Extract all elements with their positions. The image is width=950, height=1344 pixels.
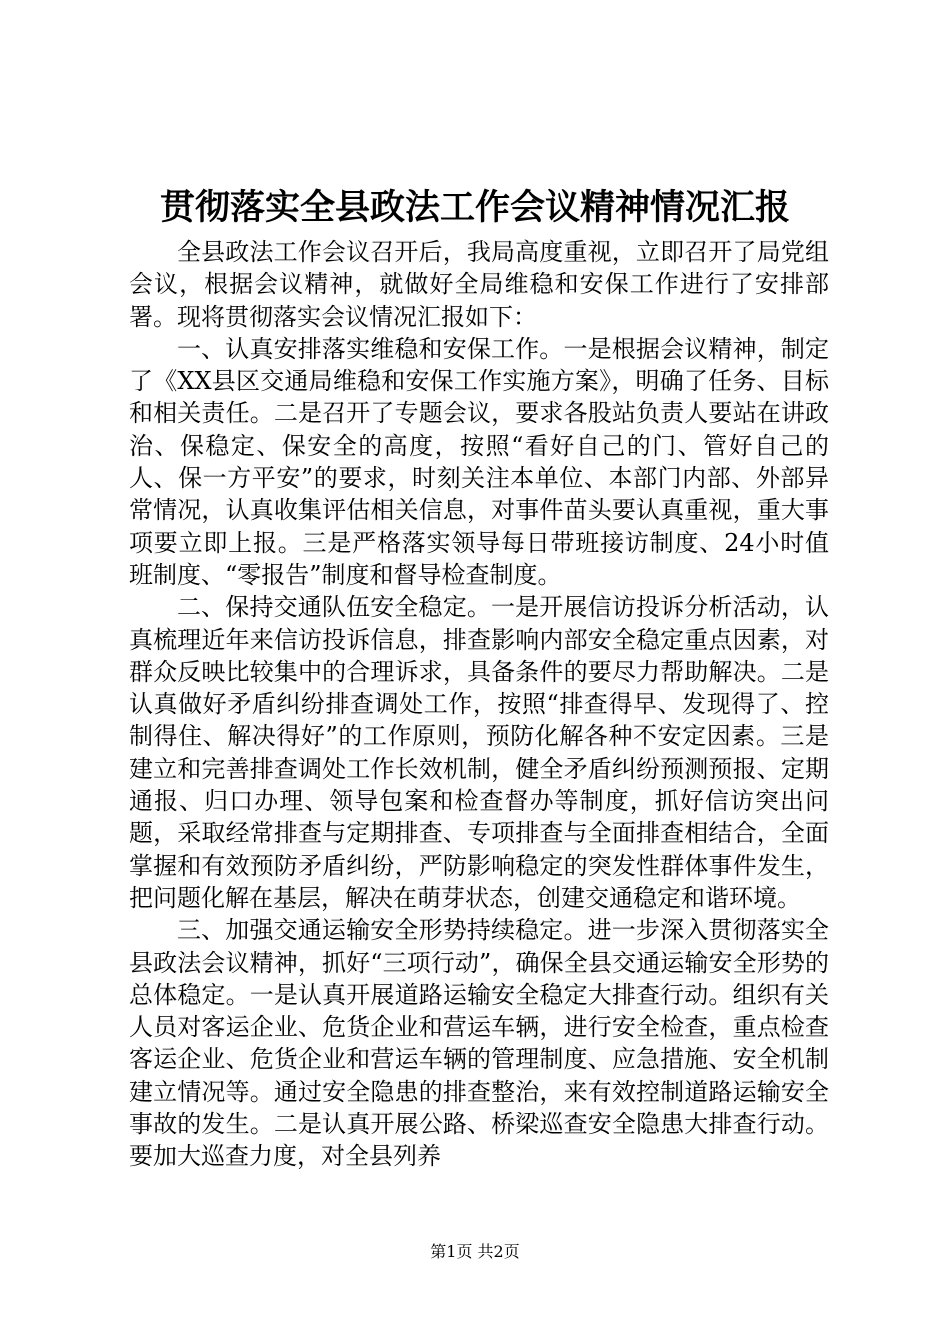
page-number-footer: 第1页 共2页 bbox=[430, 1242, 520, 1261]
body-paragraph: 三、加强交通运输安全形势持续稳定。进一步深入贯彻落实全县政法会议精神，抓好“三项行动”，确保全县交通运输安全形势的总体稳定。一是认真开展道路运输安全稳定大排查行动。组织有关人员对客运企业、危货企业和营运车辆，进行安全检查，重点检查客运企业、危货企业和营运车辆的管理制度、应急措施、安全机制建立情况等。通过安全隐患的排查整治，来有效控制道路运输安全事故的发生。二是认真开展公路、桥梁巡查安全隐患大排查行动。要加大巡查力度，对全县列养 bbox=[129, 916, 829, 1171]
document-body bbox=[129, 236, 829, 1173]
document-title: 贯彻落实全县政法工作会议精神情况汇报 bbox=[159, 187, 790, 228]
body-paragraph: 一、认真安排落实维稳和安保工作。一是根据会议精神，制定了《XX县区交通局维稳和安保工作实施方案》，明确了任务、目标和相关责任。二是召开了专题会议，要求各股站负责人要站在讲政治、保稳定、保安全的高度，按照“看好自己的门、管好自己的人、保一方平安”的要求，时刻关注本单位、本部门内部、外部异常情况，认真收集评估相关信息，对事件苗头要认真重视，重大事项要立即上报。三是严格落实领导每日带班接访制度、24小时值班制度、“零报告”制度和督导检查制度。 bbox=[129, 334, 829, 589]
body-paragraph: 二、保持交通队伍安全稳定。一是开展信访投诉分析活动，认真梳理近年来信访投诉信息，排查影响内部安全稳定重点因素，对群众反映比较集中的合理诉求，具备条件的要尽力帮助解决。二是认真做好矛盾纠纷排查调处工作，按照“排查得早、发现得了、控制得住、解决得好”的工作原则，预防化解各种不安定因素。三是建立和完善排查调处工作长效机制，健全矛盾纠纷预测预报、定期通报、归口办理、领导包案和检查督办等制度，抓好信访突出问题，采取经常排查与定期排查、专项排查与全面排查相结合，全面掌握和有效预防矛盾纠纷，严防影响稳定的突发性群体事件发生，把问题化解在基层，解决在萌芽状态，创建交通稳定和谐环境。 bbox=[129, 593, 829, 912]
body-paragraph: 全县政法工作会议召开后，我局高度重视，立即召开了局党组会议，根据会议精神，就做好全局维稳和安保工作进行了安排部署。现将贯彻落实会议情况汇报如下： bbox=[129, 238, 829, 331]
